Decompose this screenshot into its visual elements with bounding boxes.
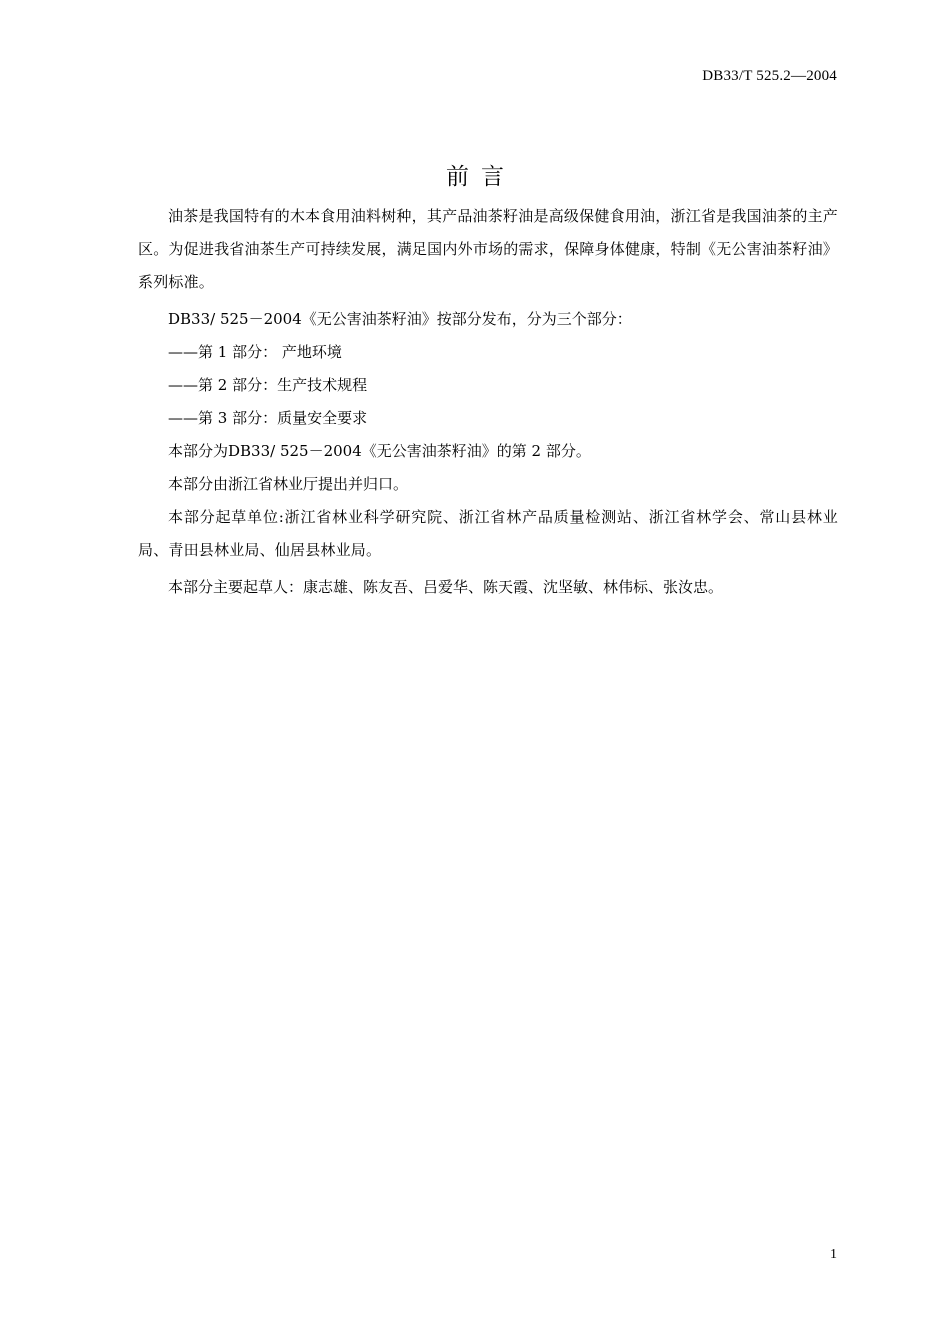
intro-paragraph: 油茶是我国特有的木本食用油料树种，其产品油茶籽油是高级保健食用油，浙江省是我国油茶的主产区。为促进我省油茶生产可持续发展，满足国内外市场的需求，保障身体健康，特制《无公害油茶籽油》系列标准。	[138, 207, 838, 291]
this-part-statement: 本部分为DB33/ 525－2004《无公害油茶籽油》的第 2 部分。	[168, 442, 591, 460]
proposer-statement: 本部分由浙江省林业厅提出并归口。	[168, 475, 409, 493]
drafters-paragraph: 本部分主要起草人：康志雄、陈友吾、吕爱华、陈天霞、沈坚敏、林伟标、张汝忠。	[168, 578, 724, 596]
part-3-item: ——第 3 部分：质量安全要求	[168, 409, 368, 427]
part-1-item: ——第 1 部分： 产地环境	[168, 343, 342, 361]
part-2-item: ——第 2 部分：生产技术规程	[168, 376, 368, 394]
document-code: DB33/T 525.2—2004	[702, 68, 837, 84]
parts-statement: DB33/ 525－2004《无公害油茶籽油》按部分发布，分为三个部分：	[168, 310, 632, 328]
drafting-units-paragraph: 本部分起草单位:浙江省林业科学研究院、浙江省林产品质量检测站、浙江省林学会、常山县林业局、青田县林业局、仙居县林业局。	[138, 508, 838, 559]
document-body	[138, 200, 838, 604]
page-number: 1	[830, 1247, 837, 1262]
page-title: 前言	[446, 164, 516, 190]
